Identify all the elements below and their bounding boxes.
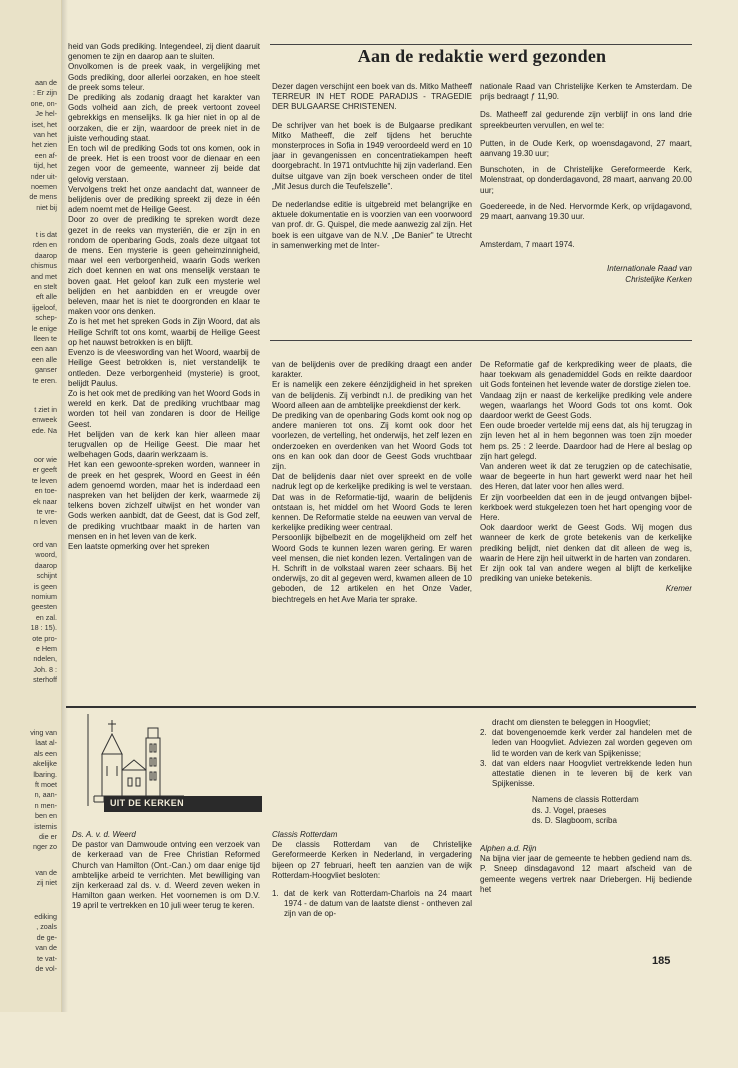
paragraph: Een oude broeder vertelde mij eens dat, als hij terugzag in zijn leven het al in hem begonnen was toen zijn moeder hem ps. 25 : 2 leerde. Daardoor had de Here al beslag op zijn hart gelegd. (480, 421, 692, 461)
gutter-text-line: ord van (33, 540, 57, 549)
paragraph: Ds. Matheeff zal gedurende zijn verblijf in ons land drie spreekbeurten vervullen, en wel te: (480, 110, 692, 130)
gutter-text-line: , zoals (36, 922, 57, 932)
dateline: Amsterdam, 7 maart 1974. (480, 240, 575, 250)
gutter-text-line: als een (33, 748, 57, 758)
paragraph: Onvolkomen is de preek vaak, in vergelijking met Gods prediking, door allerlei oorzaken, en hoe steelt de preek soms teleur. (68, 62, 260, 92)
gutter-text-line: nomium (31, 592, 57, 602)
gutter-text-line: aan de (35, 78, 57, 87)
list-number: 1. (272, 889, 279, 899)
list-item (272, 889, 472, 920)
gutter-text-line: daarop (34, 250, 57, 260)
previous-page-gutter (0, 0, 62, 1012)
gutter-text-line: ote pro- (32, 633, 57, 643)
paragraph: En toch wil de prediking Gods tot ons komen, ook in de preek. Het is een troost voor de dienaar en een zegen voor de gemeente, wanneer zij beide dat gelovig verstaan. (68, 144, 260, 184)
paragraph: Van anderen weet ik dat ze terugzien op de catechisatie, waar de begeerte in hun hart gewerkt werd naar het heil des Heren, dat later voor hen alles werd. (480, 462, 692, 492)
gutter-text-line: ben en (35, 811, 57, 821)
gutter-text-line: e Hem (35, 644, 57, 654)
gutter-text-line: en toe- (34, 486, 57, 496)
gutter-block (3, 728, 57, 853)
paragraph: heid van Gods prediking. Integendeel, zij dient daaruit genomen te zijn en daarop aan te sluiten. (68, 42, 260, 62)
gutter-text-line: ving van (30, 728, 57, 737)
gutter-text-line: rden en (32, 240, 57, 250)
gutter-text-line: laat al- (35, 738, 57, 748)
gutter-text-line: isternis (34, 821, 57, 831)
gutter-text-line: n men- (34, 800, 57, 810)
gutter-text-line: van de (35, 943, 57, 953)
paragraph: De Reformatie gaf de kerkprediking weer de plaats, die haar toekwam als genademiddel Gods en reikte daardoor uit Gods fonteinen het levende water de dorstige zielen toe. (480, 360, 692, 390)
gutter-text-line: een alle (31, 354, 57, 364)
article-left-column (68, 42, 260, 700)
gutter-text-line: zij niet (36, 878, 57, 888)
list-item (480, 728, 692, 759)
paragraph: dracht om diensten te beleggen in Hoogvliet; (492, 718, 651, 727)
paragraph: Het kan een gewoonte-spreken worden, wanneer in de preek en het gesprek, Woord en Geest in één adem genoemd worden, maar het is inderdaad een naspreken van het belijden der kerk, waarmede zij telkens boven zichzelf uitwijst en het wonder van Gods werken aanbidt, dat de Geest, dat is God zelf, de prediking vruchtbaar maakt in de harten van mensen en in het leven van de kerk. (68, 460, 260, 541)
paragraph: Ook daardoor werkt de Geest Gods. Wij mogen dus wanneer de kerk de grote betekenis van de kerkelijke prediking belijdt, niet denken dat dit alleen de weg is, waarin de Here zijn heil uitwerkt in de harten van zondaren. (480, 523, 692, 563)
paragraph: Goedereede, in de Ned. Hervormde Kerk, op vrijdagavond, 29 maart, aanvang 19.30 uur. (480, 201, 692, 222)
subheading: Alphen a.d. Rijn (480, 844, 537, 854)
gutter-text-line: akelijke (33, 759, 57, 769)
gutter-text-line: n leven (33, 517, 57, 527)
paragraph: De classis Rotterdam van de Christelijke Gereformeerde Kerken in Nederland, in vergadering bijeen op 27 februari, heeft ten aanzien van de wijk Rotterdam-Hoogvliet besloten: (272, 840, 472, 880)
paragraph: Putten, in de Oude Kerk, op woensdagavond, 27 maart, aanvang 19.30 uur; (480, 138, 692, 159)
paragraph: Evenzo is de vleeswording van het Woord, waarbij de Heilige Geest betrokken is, niet verstandelijk te ontleden. Deze verborgenheid (mysterie) is groot, belijdt Paulus. (68, 348, 260, 388)
redaktie-title: Aan de redaktie werd gezonden (357, 46, 607, 66)
gutter-text-line: ediking (34, 912, 57, 921)
paragraph: Een laatste opmerking over het spreken (68, 541, 210, 551)
gutter-text-line: die er (39, 832, 57, 842)
gutter-text-line: nder uit- (30, 171, 57, 181)
gutter-text-line: Joh. 8 : (33, 664, 57, 674)
gutter-text-line: woord, (35, 550, 57, 560)
paragraph: De prediking van de openbaring Gods komt ook nog op andere manieren tot ons. Zij komt ook door het voorlezen, de vertelling, het onderwijs, het zelf lezen en onderzoeken en overdenken van het Woord Gods tot ons en kan ook dan door de Geest Gods vruchtbaar zijn. (272, 411, 472, 472)
signature: Christelijke Kerken (625, 274, 692, 284)
paragraph: Vervolgens trekt het onze aandacht dat, wanneer de belijdenis over de prediking spreekt zij deze in één adem noemt met de Heilige Geest. (68, 184, 260, 215)
article-middle-column (272, 360, 472, 698)
gutter-text-line: geesten (31, 602, 57, 612)
gutter-text-line: and met (31, 271, 57, 281)
gutter-text-line: chismus (30, 261, 57, 271)
gutter-text-line: lbaring. (33, 769, 57, 779)
gutter-text-line: t is dat (35, 230, 57, 239)
gutter-block (3, 230, 57, 386)
signature: ds. D. Slagboom, scriba (532, 815, 617, 825)
kerken-middle-column (272, 830, 472, 970)
gutter-text-line: er geeft (32, 465, 57, 475)
signature-block (480, 795, 692, 826)
gutter-text-line: te vre- (36, 507, 57, 517)
paragraph: Dat de belijdenis daar niet over spreekt en de volle nadruk legt op de kerkelijke prediking is wel te verstaan. Dat was in de Reformatie-tijd, waarin de belijdenis ontstaan is, het middel om het Woord Gods te leren kennen. De Reformatie stelde na eeuwen van verval de kerkelijke prediking weer centraal. (272, 472, 472, 533)
paragraph: Bunschoten, in de Christelijke Gereformeerde Kerk, Molenstraat, op donderdagavond, 28 maart, aanvang 20.00 uur; (480, 165, 692, 195)
paragraph: Zo is het ook met de prediking van het Woord Gods in wereld en kerk. Dat de prediking vruchtbaar mag worden tot heil van zondaren is door de Heilige Geest. (68, 388, 260, 429)
signature: Internationale Raad van (607, 264, 692, 274)
paragraph: Vandaag zijn er naast de kerkelijke prediking vele andere wegen, waarlangs het Woord Gods tot ons komt. Ook daardoor werkt de Geest Gods. (480, 390, 692, 421)
paragraph: Er zijn ook tal van andere wegen al blijft de kerkelijke prediking van unieke betekenis. (480, 564, 692, 584)
gutter-text-line: ek naar (33, 496, 57, 506)
gutter-text-line: te vat- (37, 953, 57, 963)
gutter-text-line: van de (35, 868, 57, 877)
gutter-text-line: ijgeloof, (32, 302, 57, 312)
gutter-text-line: eft alle (35, 292, 57, 302)
subheading: Ds. A. v. d. Weerd (72, 830, 136, 839)
paragraph: nationale Raad van Christelijke Kerken te Amsterdam. De prijs bedraagt ƒ 11,90. (480, 82, 692, 102)
gutter-text-line: is geen (33, 581, 57, 591)
gutter-text-line: de mens (29, 192, 57, 202)
signature: ds. J. Vogel, praeses (532, 805, 607, 815)
gutter-text-line: de ge- (36, 932, 57, 942)
gutter-text-line: 18 : 15). (30, 623, 57, 633)
paragraph: Het belijden van de kerk kan hier alleen maar terugvallen op de Heilige Geest. Die maar het welbehagen Gods, daarin werkzaam is. (68, 429, 260, 460)
gutter-text-line: ft moet (35, 780, 57, 790)
gutter-block (3, 912, 57, 974)
gutter-text-line: niet bij (36, 202, 57, 212)
gutter-text-line: noemen (31, 182, 57, 192)
paragraph: Door zo over de prediking te spreken wordt deze gezet in de reeks van mysteriën, die er zijn in en rondom de openbaring Gods, zoals deze uitgaat tot de mens. Een mysterie is geen geheimzinnigheid, maar wel een verborgenheid, waarin Gods werken zich doet kennen en wat ons menselijk verstaan te boven gaat. Het geloof kan zulk een mysterie wel belijden en het aanbidden en er vreugde over beleven, maar het is niet te doorgronden en klaar te maken voor ons denken. (68, 215, 260, 317)
paragraph: Dezer dagen verschijnt een boek van ds. Mitko Matheeff TERREUR IN HET RODE PARADIJS - TRAGEDIE DER BULGAARSE CHRISTENEN. (272, 82, 472, 112)
list-item (480, 759, 692, 790)
redaktie-left-column (272, 82, 472, 322)
kerken-right-column (480, 718, 692, 944)
signature: Kremer (665, 584, 692, 594)
gutter-text-line: tijd, het (33, 161, 57, 171)
gutter-block (3, 78, 57, 213)
gutter-block (3, 455, 57, 528)
gutter-text-line: ganser (35, 365, 57, 375)
gutter-text-line: iset, het (31, 119, 57, 129)
paragraph: De prediking als zodanig draagt het karakter van Gods volheid aan zich, de preek vertoont zoveel gebrekkigs en menselijks. Ik ga hier niet in op al de oorzaken, die er zijn, waardoor de preek niet in de juiste verhouding staat. (68, 93, 260, 143)
gutter-text-line: een af- (34, 150, 57, 160)
gutter-text-line: te leven (31, 475, 57, 485)
gutter-text-line: schijnt (36, 571, 57, 581)
redaktie-bottom-rule (270, 340, 692, 341)
gutter-text-line: : Er zijn (33, 88, 57, 98)
section-label: UIT DE KERKEN (104, 796, 262, 812)
gutter-text-line: ndelen, (33, 654, 57, 664)
gutter-text-line: Je hel- (35, 109, 57, 119)
gutter-text-line: schep- (35, 313, 57, 323)
gutter-text-line: n, aan- (34, 790, 57, 800)
gutter-block (3, 540, 57, 686)
page-number: 185 (652, 955, 671, 967)
gutter-text-line: het zien (31, 140, 57, 150)
section-divider (66, 706, 696, 708)
gutter-text-line: een aan (31, 344, 57, 354)
gutter-text-line: en zal. (35, 612, 57, 622)
gutter-text-line: daarop (34, 560, 57, 570)
gutter-text-line: le enige (31, 323, 57, 333)
uit-de-kerken-header (74, 714, 270, 794)
redaktie-right-column (480, 82, 692, 322)
gutter-text-line: oor wie (33, 455, 57, 464)
paragraph: De nederlandse editie is uitgebreid met belangrijke en aktuele dokumentatie en is voorzien van een voorwoord van prof. dr. G. Quispel, die mede aanwezig zal zijn. Het boek is een uitgave van de N.V. „De Banier" te Utrecht in samenwerking met de Inter- (272, 200, 472, 250)
list-text: dat van elders naar Hoogvliet vertrekkende leden hun attestatie dienen in te leveren bij de kerk van Spijkenisse. (492, 758, 692, 789)
kerken-left-column (72, 830, 260, 970)
paragraph: Er is namelijk een zekere éénzijdigheid in het spreken van de belijdenis. Zij verbindt n.l. de prediking van het Woord alleen aan de ambtelijke preekdienst der kerk. (272, 380, 472, 410)
list-text: dat bovengenoemde kerk verder zal handelen met de leden van Hoogvliet. Adviezen zal worden gegeven om lid te worden van de kerk van Spijkenisse; (492, 728, 692, 758)
paragraph: Zo is het met het spreken Gods in Zijn Woord, dat als Heilige Schrift tot ons komt, waarbij de Heilige Geest op het nauwst betrokken is en blijft. (68, 317, 260, 347)
list-number: 3. (480, 758, 487, 768)
gutter-block (3, 405, 57, 436)
paragraph: van de belijdenis over de prediking draagt een ander karakter. (272, 360, 472, 380)
paragraph: De schrijver van het boek is de Bulgaarse predikant Mitko Matheeff, die zelf tijdens het beruchte monsterproces in Sofia in 1949 veroordeeld werd en 10 jaar in gevangenissen en concentratiekampen heeft doorgebracht. In 1971 ontvluchtte hij zijn vaderland. Een duitse uitgave van zijn boek verscheen onder de titel „Mit Jesus durch die Teufelszelle". (272, 120, 472, 191)
gutter-text-line: van het (33, 130, 57, 140)
list-number: 2. (480, 728, 487, 738)
paragraph: Er zijn voorbeelden dat een in de jeugd ontvangen bijbel-kerkboek werd stukgelezen toen het hart openging voor de Here. (480, 492, 692, 523)
gutter-text-line: t ziet in (34, 405, 57, 414)
gutter-text-line: nger zo (33, 842, 57, 852)
gutter-block (3, 868, 57, 889)
paragraph: De pastor van Damwoude ontving een verzoek van de kerkeraad van de Free Christian Reformed Church van Hamilton (Ont.-Can.) om daar enige tijd ambtelijke arbeid te verrichten. Met bewilliging van zijn kerkeraad zal ds. v. d. Weerd zeven weken in Hamilton gaan werken. Het voornemen is om D.V. 19 april te vertrekken en 10 juli weer terug te keren. (72, 840, 260, 911)
gutter-text-line: en stelt (33, 282, 57, 292)
gutter-text-line: de vol- (35, 964, 57, 974)
list-text: dat de kerk van Rotterdam-Charlois na 24 maart 1974 - de datum van de laatste dienst - ontheven zal zijn van de op- (284, 889, 472, 919)
redaktie-top-rule (270, 44, 692, 45)
gutter-text-line: one, on- (30, 98, 57, 108)
gutter-text-line: enweek (32, 415, 57, 425)
signature: Namens de classis Rotterdam (532, 795, 639, 805)
paragraph: Persoonlijk bijbelbezit en de mogelijkheid om zelf het Woord Gods te kunnen lezen waren gering. Er waren veel mensen, die niet konden lezen. Vertalingen van de H. Schrift in de volkstaal waren zeer schaars. Bij het onderwijs, zo dit al gegeven werd, kwamen alleen de 10 geboden, de 12 artikelen en het Onze Vader, biechtregels en het Ave Maria ter sprake. (272, 533, 472, 604)
gutter-text-line: sterhoff (33, 675, 57, 685)
gutter-text-line: lleen te (33, 334, 57, 344)
article-right-column (480, 360, 692, 698)
subheading: Classis Rotterdam (272, 830, 338, 839)
paragraph: Na bijna vier jaar de gemeente te hebben gediend nam ds. P. Sneep dinsdagavond 12 maart afscheid van de gemeente wegens vertrek naar Driebergen. Hij bediende het (480, 854, 692, 894)
gutter-text-line: te eren. (32, 375, 57, 385)
gutter-text-line: ede. Na (31, 425, 57, 435)
